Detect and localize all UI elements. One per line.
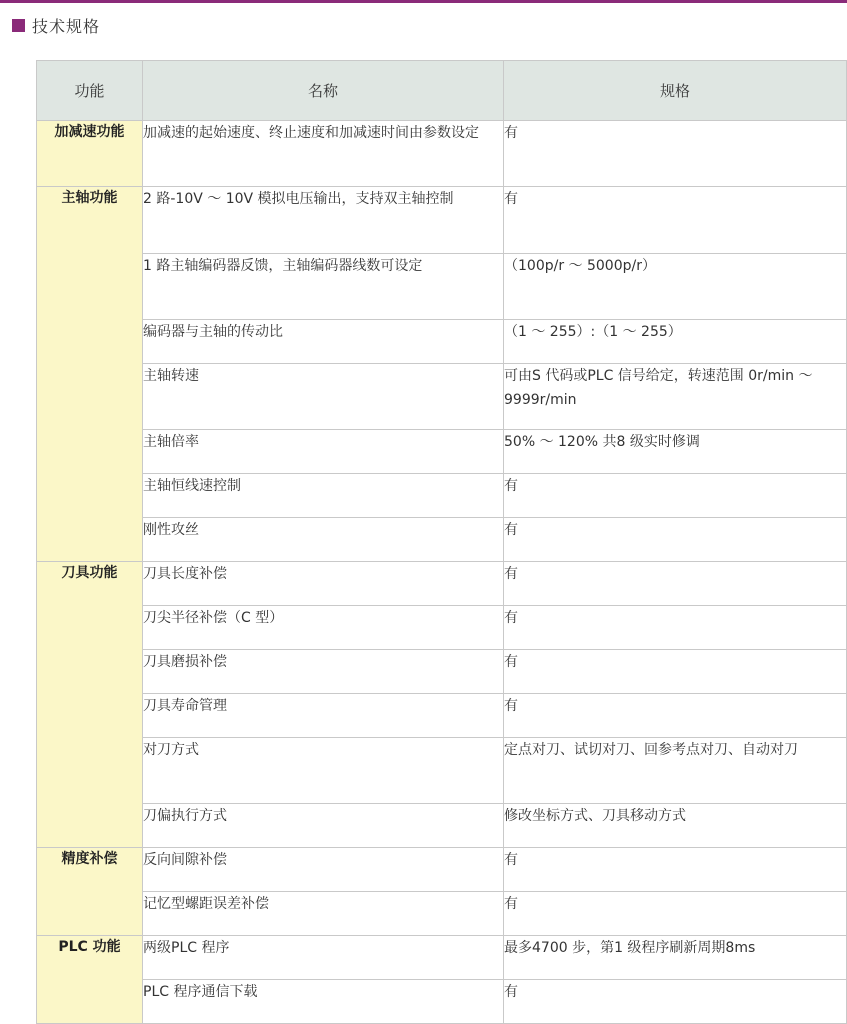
table-row bbox=[37, 430, 847, 474]
spec-cell: 有 bbox=[504, 606, 847, 650]
name-cell: 刚性攻丝 bbox=[143, 518, 504, 562]
spec-cell: 有 bbox=[504, 848, 847, 892]
table-row bbox=[37, 518, 847, 562]
section-title: 技术规格 bbox=[32, 16, 101, 36]
function-cell: 主轴功能 bbox=[37, 187, 143, 562]
spec-cell: 可由S 代码或PLC 信号给定，转速范围 0r/min ～ 9999r/min bbox=[504, 364, 847, 430]
spec-cell: 有 bbox=[504, 694, 847, 738]
spec-cell: 有 bbox=[504, 474, 847, 518]
table-row bbox=[37, 892, 847, 936]
table-row bbox=[37, 980, 847, 1024]
name-cell: 主轴恒线速控制 bbox=[143, 474, 504, 518]
spec-cell: 最多4700 步，第1 级程序刷新周期8ms bbox=[504, 936, 847, 980]
header-name: 名称 bbox=[143, 61, 504, 121]
function-cell: PLC 功能 bbox=[37, 936, 143, 1024]
top-rule bbox=[0, 0, 847, 3]
table-row bbox=[37, 320, 847, 364]
spec-cell: 有 bbox=[504, 121, 847, 187]
name-cell: 刀具长度补偿 bbox=[143, 562, 504, 606]
header-function: 功能 bbox=[37, 61, 143, 121]
spec-cell: 有 bbox=[504, 518, 847, 562]
spec-cell: （1 ～ 255）:（1 ～ 255） bbox=[504, 320, 847, 364]
function-cell: 刀具功能 bbox=[37, 562, 143, 848]
spec-cell: 有 bbox=[504, 187, 847, 254]
name-cell: 编码器与主轴的传动比 bbox=[143, 320, 504, 364]
name-cell: 刀具磨损补偿 bbox=[143, 650, 504, 694]
table-row bbox=[37, 474, 847, 518]
table-row bbox=[37, 694, 847, 738]
spec-cell: 有 bbox=[504, 892, 847, 936]
section-heading bbox=[12, 14, 100, 36]
name-cell: 刀偏执行方式 bbox=[143, 804, 504, 848]
table-row bbox=[37, 562, 847, 606]
name-cell: 主轴倍率 bbox=[143, 430, 504, 474]
spec-cell: 有 bbox=[504, 980, 847, 1024]
name-cell: 2 路-10V ～ 10V 模拟电压输出，支持双主轴控制 bbox=[143, 187, 504, 254]
spec-cell: 有 bbox=[504, 650, 847, 694]
spec-cell: 50% ～ 120% 共8 级实时修调 bbox=[504, 430, 847, 474]
spec-cell: 有 bbox=[504, 562, 847, 606]
table-row bbox=[37, 606, 847, 650]
table-header-row bbox=[37, 61, 847, 121]
function-cell: 精度补偿 bbox=[37, 848, 143, 936]
table-row bbox=[37, 187, 847, 254]
table-row bbox=[37, 254, 847, 320]
name-cell: 两级PLC 程序 bbox=[143, 936, 504, 980]
name-cell: 反向间隙补偿 bbox=[143, 848, 504, 892]
header-spec: 规格 bbox=[504, 61, 847, 121]
function-cell: 加减速功能 bbox=[37, 121, 143, 187]
table-row bbox=[37, 650, 847, 694]
name-cell: 主轴转速 bbox=[143, 364, 504, 430]
spec-cell: 定点对刀、试切对刀、回参考点对刀、自动对刀 bbox=[504, 738, 847, 804]
spec-cell: （100p/r ～ 5000p/r） bbox=[504, 254, 847, 320]
table-row bbox=[37, 936, 847, 980]
name-cell: 加减速的起始速度、终止速度和加减速时间由参数设定 bbox=[143, 121, 504, 187]
name-cell: 刀具寿命管理 bbox=[143, 694, 504, 738]
table-row bbox=[37, 804, 847, 848]
table-row bbox=[37, 121, 847, 187]
spec-table bbox=[36, 60, 847, 1024]
table-row bbox=[37, 738, 847, 804]
heading-square-icon bbox=[12, 19, 25, 32]
table-row bbox=[37, 364, 847, 430]
spec-cell: 修改坐标方式、刀具移动方式 bbox=[504, 804, 847, 848]
name-cell: 对刀方式 bbox=[143, 738, 504, 804]
name-cell: 刀尖半径补偿（C 型） bbox=[143, 606, 504, 650]
name-cell: PLC 程序通信下载 bbox=[143, 980, 504, 1024]
name-cell: 1 路主轴编码器反馈，主轴编码器线数可设定 bbox=[143, 254, 504, 320]
name-cell: 记忆型螺距误差补偿 bbox=[143, 892, 504, 936]
table-row bbox=[37, 848, 847, 892]
